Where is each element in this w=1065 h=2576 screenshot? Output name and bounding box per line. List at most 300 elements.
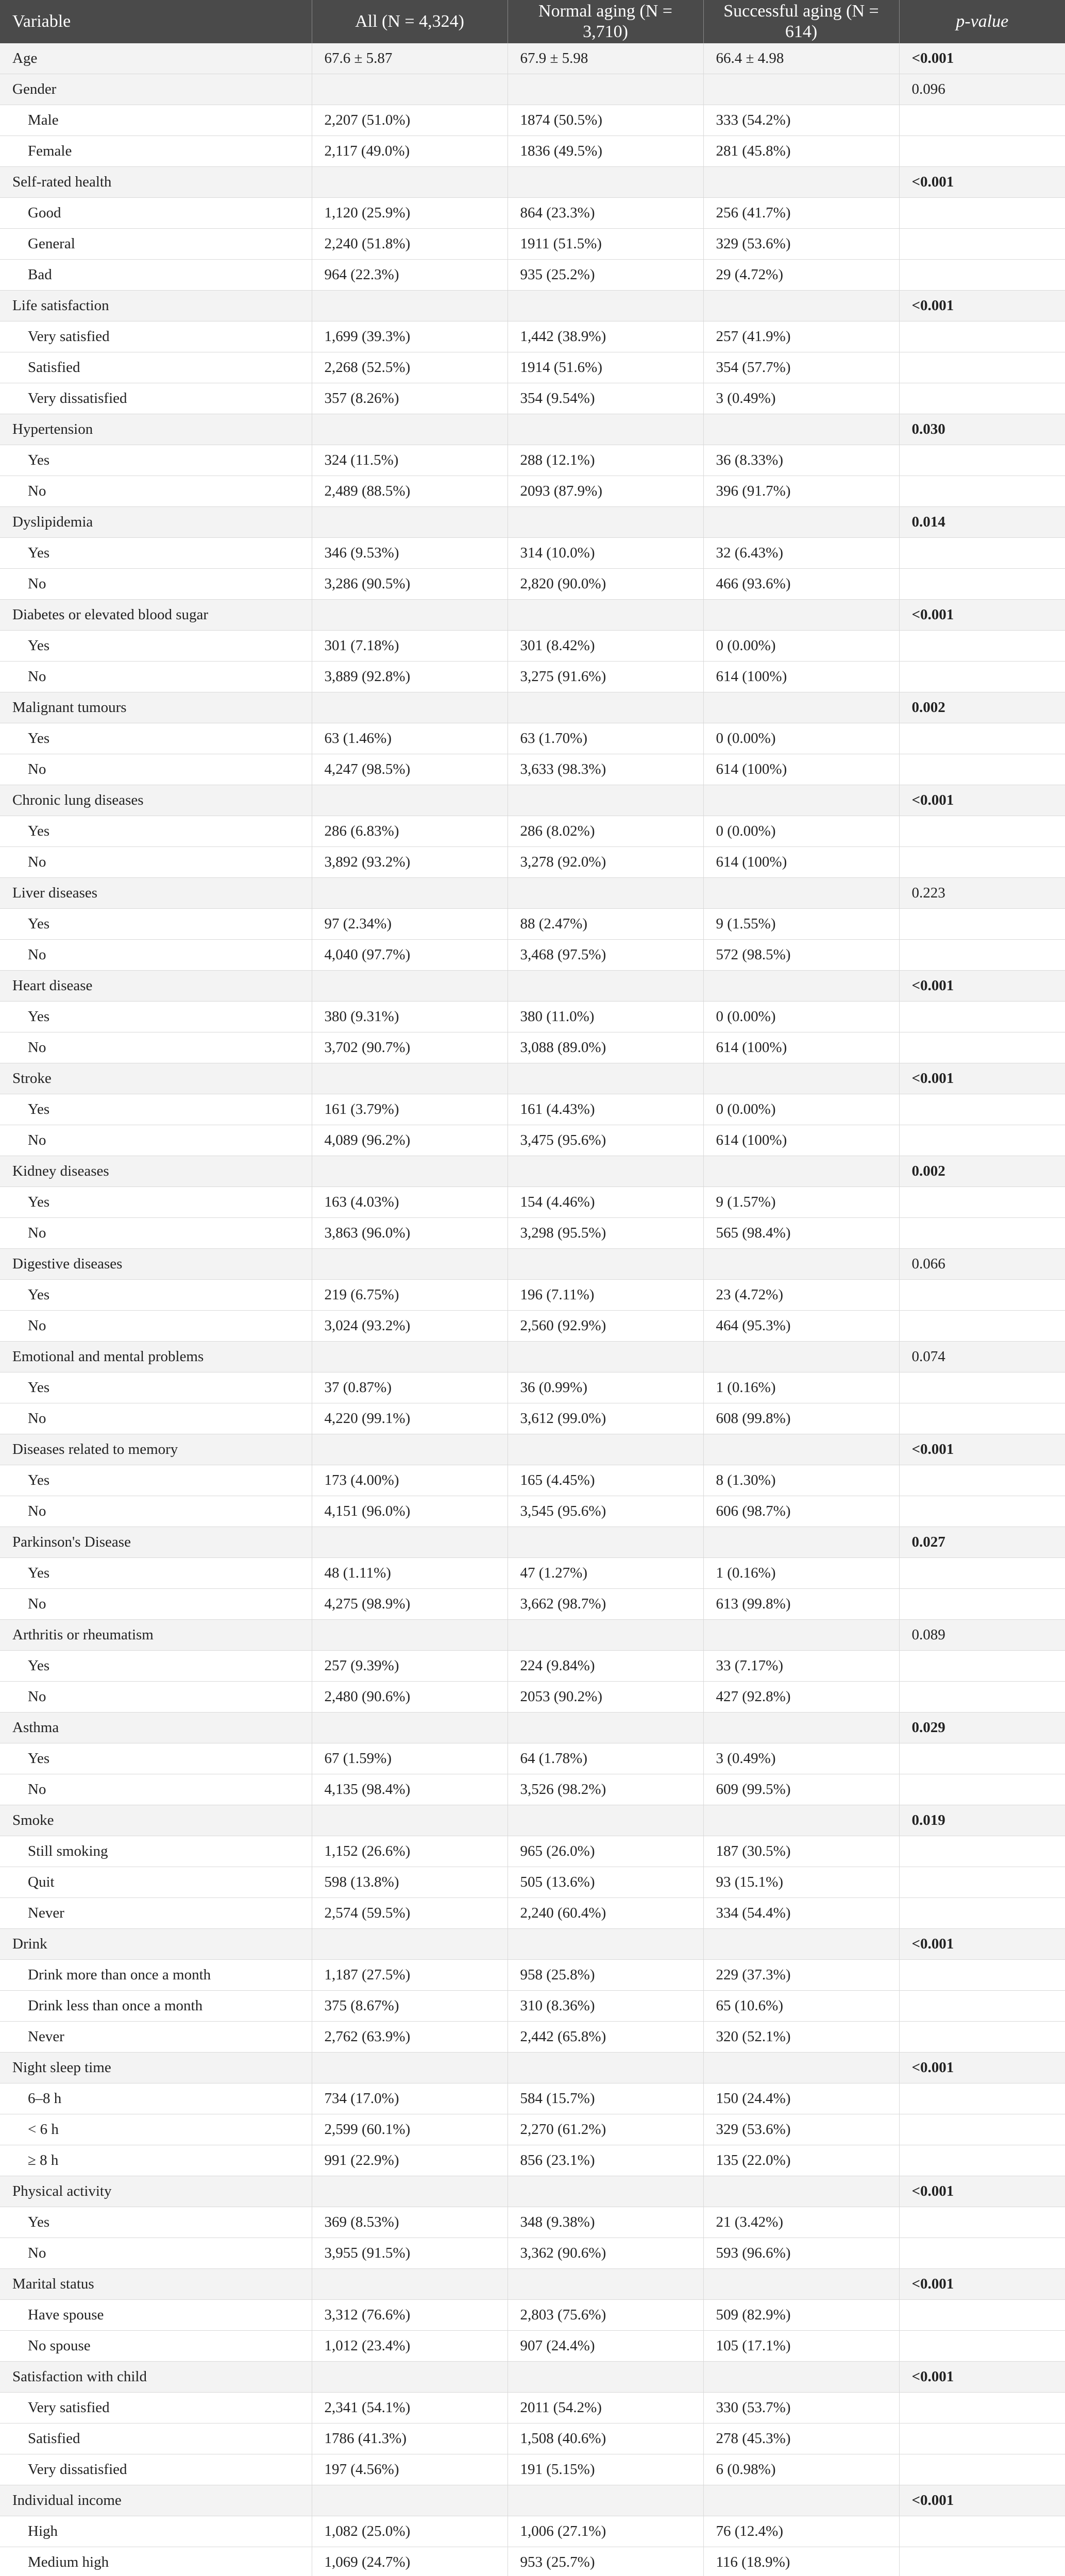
table-row [0,260,1065,291]
cell-variable: No [0,1125,312,1156]
cell-p-value [899,1836,1065,1867]
cell-successful-aging [703,1527,899,1558]
cell-normal-aging: 3,468 (97.5%) [508,940,703,971]
table-row [0,847,1065,878]
cell-p-value [899,1002,1065,1032]
cell-successful-aging: 229 (37.3%) [703,1960,899,1991]
cell-p-value [899,198,1065,229]
cell-successful-aging: 606 (98.7%) [703,1496,899,1527]
cell-all: 1,699 (39.3%) [312,321,508,352]
cell-variable: No [0,1032,312,1063]
cell-successful-aging: 1 (0.16%) [703,1558,899,1589]
cell-successful-aging [703,1620,899,1651]
variable-group-row [0,785,1065,816]
cell-normal-aging [508,1249,703,1280]
variable-group-row [0,692,1065,723]
cell-normal-aging: 63 (1.70%) [508,723,703,754]
variable-group-row [0,2053,1065,2083]
cell-p-value [899,321,1065,352]
variable-group-row [0,414,1065,445]
cell-p-value [899,476,1065,507]
cell-successful-aging: 330 (53.7%) [703,2393,899,2424]
cell-normal-aging: 2,270 (61.2%) [508,2114,703,2145]
cell-normal-aging [508,1805,703,1836]
cell-successful-aging [703,2362,899,2393]
cell-normal-aging: 3,612 (99.0%) [508,1403,703,1434]
cell-normal-aging [508,2362,703,2393]
cell-variable: Yes [0,816,312,847]
cell-normal-aging: 907 (24.4%) [508,2331,703,2362]
cell-all: 991 (22.9%) [312,2145,508,2176]
cell-all: 3,702 (90.7%) [312,1032,508,1063]
cell-normal-aging [508,971,703,1002]
cell-successful-aging [703,1063,899,1094]
cell-successful-aging: 187 (30.5%) [703,1836,899,1867]
cell-variable: Never [0,2022,312,2053]
cell-all: 2,489 (88.5%) [312,476,508,507]
cell-all: 63 (1.46%) [312,723,508,754]
table-row [0,723,1065,754]
cell-all [312,1527,508,1558]
cell-variable: Very satisfied [0,321,312,352]
cell-variable: Yes [0,723,312,754]
cell-variable: Kidney diseases [0,1156,312,1187]
cell-all: 324 (11.5%) [312,445,508,476]
cell-all: 2,117 (49.0%) [312,136,508,167]
table-row [0,1311,1065,1342]
table-row [0,940,1065,971]
cell-all: 3,955 (91.5%) [312,2238,508,2269]
cell-p-value [899,1403,1065,1434]
cell-normal-aging: 856 (23.1%) [508,2145,703,2176]
cell-successful-aging: 3 (0.49%) [703,383,899,414]
cell-normal-aging [508,1342,703,1372]
cell-p-value [899,1032,1065,1063]
cell-successful-aging: 572 (98.5%) [703,940,899,971]
cell-p-value: <0.001 [899,43,1065,74]
cell-p-value [899,909,1065,940]
cell-normal-aging: 2,560 (92.9%) [508,1311,703,1342]
table-row [0,1218,1065,1249]
cell-p-value [899,723,1065,754]
cell-successful-aging: 466 (93.6%) [703,569,899,600]
table-row [0,1651,1065,1682]
header-all: All (N = 4,324) [312,0,508,43]
cell-all [312,1929,508,1960]
cell-successful-aging: 614 (100%) [703,1125,899,1156]
cell-normal-aging: 196 (7.11%) [508,1280,703,1311]
cell-p-value: 0.074 [899,1342,1065,1372]
cell-successful-aging: 135 (22.0%) [703,2145,899,2176]
cell-normal-aging: 1,006 (27.1%) [508,2516,703,2547]
cell-successful-aging: 76 (12.4%) [703,2516,899,2547]
cell-p-value: 0.014 [899,507,1065,538]
cell-normal-aging: 953 (25.7%) [508,2547,703,2576]
cell-normal-aging: 958 (25.8%) [508,1960,703,1991]
cell-p-value [899,2516,1065,2547]
cell-all [312,692,508,723]
cell-successful-aging: 0 (0.00%) [703,723,899,754]
table-row [0,2393,1065,2424]
cell-variable: Marital status [0,2269,312,2300]
cell-variable: Satisfaction with child [0,2362,312,2393]
cell-successful-aging: 614 (100%) [703,1032,899,1063]
cell-normal-aging [508,2485,703,2516]
cell-all: 173 (4.00%) [312,1465,508,1496]
cell-p-value [899,229,1065,260]
cell-successful-aging: 6 (0.98%) [703,2454,899,2485]
cell-all: 2,480 (90.6%) [312,1682,508,1713]
cell-successful-aging: 29 (4.72%) [703,260,899,291]
cell-successful-aging [703,600,899,631]
cell-p-value: 0.223 [899,878,1065,909]
cell-p-value [899,1094,1065,1125]
cell-successful-aging: 257 (41.9%) [703,321,899,352]
cell-p-value: 0.027 [899,1527,1065,1558]
cell-all: 163 (4.03%) [312,1187,508,1218]
cell-variable: Yes [0,1187,312,1218]
variable-group-row [0,2176,1065,2207]
cell-successful-aging: 0 (0.00%) [703,631,899,662]
cell-normal-aging: 1836 (49.5%) [508,136,703,167]
cell-p-value: 0.096 [899,74,1065,105]
cell-successful-aging: 256 (41.7%) [703,198,899,229]
cell-successful-aging [703,1929,899,1960]
cell-normal-aging [508,2053,703,2083]
table-row [0,1187,1065,1218]
header-variable: Variable [0,0,312,43]
cell-normal-aging: 1911 (51.5%) [508,229,703,260]
cell-variable: Female [0,136,312,167]
cell-normal-aging [508,600,703,631]
table-row [0,1682,1065,1713]
cell-successful-aging: 333 (54.2%) [703,105,899,136]
cell-normal-aging: 1,442 (38.9%) [508,321,703,352]
cell-all: 1,012 (23.4%) [312,2331,508,2362]
cell-normal-aging: 3,088 (89.0%) [508,1032,703,1063]
cell-variable: Still smoking [0,1836,312,1867]
cell-variable: Age [0,43,312,74]
cell-variable: Yes [0,631,312,662]
cell-successful-aging: 21 (3.42%) [703,2207,899,2238]
cell-variable: Male [0,105,312,136]
table-row [0,1403,1065,1434]
cell-normal-aging: 47 (1.27%) [508,1558,703,1589]
cell-successful-aging: 354 (57.7%) [703,352,899,383]
cell-successful-aging: 593 (96.6%) [703,2238,899,2269]
cell-normal-aging [508,507,703,538]
cell-normal-aging [508,785,703,816]
cell-variable: Self-rated health [0,167,312,198]
variable-group-row [0,2362,1065,2393]
cell-variable: Diseases related to memory [0,1434,312,1465]
cell-successful-aging: 9 (1.57%) [703,1187,899,1218]
cell-variable: No [0,662,312,692]
cell-p-value [899,1743,1065,1774]
cell-normal-aging [508,74,703,105]
cell-successful-aging [703,1249,899,1280]
cell-variable: < 6 h [0,2114,312,2145]
cell-all: 3,286 (90.5%) [312,569,508,600]
variable-group-row [0,2269,1065,2300]
table-row [0,662,1065,692]
cell-all: 2,574 (59.5%) [312,1898,508,1929]
cell-all [312,1620,508,1651]
cell-normal-aging: 1,508 (40.6%) [508,2424,703,2454]
table-row [0,105,1065,136]
table-row [0,1002,1065,1032]
table-row [0,1898,1065,1929]
cell-normal-aging [508,291,703,321]
cell-successful-aging: 608 (99.8%) [703,1403,899,1434]
cell-all [312,2485,508,2516]
cell-normal-aging [508,2269,703,2300]
table-row [0,754,1065,785]
cell-successful-aging: 33 (7.17%) [703,1651,899,1682]
cell-successful-aging [703,74,899,105]
cell-all [312,1249,508,1280]
cell-normal-aging: 354 (9.54%) [508,383,703,414]
cell-normal-aging: 584 (15.7%) [508,2083,703,2114]
cell-all: 301 (7.18%) [312,631,508,662]
cell-successful-aging [703,1713,899,1743]
table-row [0,352,1065,383]
cell-p-value [899,260,1065,291]
cell-p-value [899,352,1065,383]
cell-successful-aging: 464 (95.3%) [703,1311,899,1342]
variable-group-row [0,1527,1065,1558]
cell-successful-aging [703,1156,899,1187]
cell-normal-aging [508,2176,703,2207]
cell-normal-aging: 2011 (54.2%) [508,2393,703,2424]
cell-p-value [899,1280,1065,1311]
cell-variable: Smoke [0,1805,312,1836]
cell-successful-aging [703,878,899,909]
cell-all: 1,187 (27.5%) [312,1960,508,1991]
cell-normal-aging [508,167,703,198]
cell-variable: No [0,569,312,600]
cell-all: 257 (9.39%) [312,1651,508,1682]
cell-successful-aging: 427 (92.8%) [703,1682,899,1713]
cell-p-value [899,2454,1065,2485]
cell-all: 4,151 (96.0%) [312,1496,508,1527]
cell-all [312,2053,508,2083]
cell-all: 375 (8.67%) [312,1991,508,2022]
cell-variable: Good [0,198,312,229]
cell-p-value: 0.002 [899,692,1065,723]
variable-group-row [0,43,1065,74]
cell-variable: No [0,847,312,878]
cell-successful-aging: 3 (0.49%) [703,1743,899,1774]
cell-all: 346 (9.53%) [312,538,508,569]
cell-p-value [899,2393,1065,2424]
cell-all [312,1805,508,1836]
cell-normal-aging: 154 (4.46%) [508,1187,703,1218]
cell-normal-aging: 3,298 (95.5%) [508,1218,703,1249]
cell-p-value: <0.001 [899,2053,1065,2083]
table-row [0,1125,1065,1156]
variable-group-row [0,1249,1065,1280]
cell-variable: Drink [0,1929,312,1960]
variable-group-row [0,74,1065,105]
cell-normal-aging: 3,278 (92.0%) [508,847,703,878]
cell-p-value: 0.002 [899,1156,1065,1187]
cell-variable: Drink more than once a month [0,1960,312,1991]
cell-normal-aging: 36 (0.99%) [508,1372,703,1403]
cell-p-value: 0.066 [899,1249,1065,1280]
cell-all: 2,207 (51.0%) [312,105,508,136]
cell-normal-aging [508,1434,703,1465]
cell-all: 1,069 (24.7%) [312,2547,508,2576]
cell-variable: Satisfied [0,2424,312,2454]
cell-successful-aging: 281 (45.8%) [703,136,899,167]
cell-normal-aging: 380 (11.0%) [508,1002,703,1032]
cell-p-value [899,662,1065,692]
table-row [0,229,1065,260]
table-row [0,1743,1065,1774]
header-p-value: p-value [899,0,1065,43]
cell-p-value: <0.001 [899,971,1065,1002]
table-row [0,569,1065,600]
cell-successful-aging [703,414,899,445]
cell-successful-aging [703,692,899,723]
cell-successful-aging: 320 (52.1%) [703,2022,899,2053]
variable-group-row [0,2485,1065,2516]
cell-normal-aging [508,1620,703,1651]
cell-successful-aging: 0 (0.00%) [703,816,899,847]
cell-all: 2,240 (51.8%) [312,229,508,260]
cell-p-value [899,1465,1065,1496]
table-row [0,538,1065,569]
cell-variable: No [0,754,312,785]
cell-normal-aging: 301 (8.42%) [508,631,703,662]
cell-successful-aging [703,971,899,1002]
table-row [0,1960,1065,1991]
cell-normal-aging: 2,442 (65.8%) [508,2022,703,2053]
cell-p-value [899,445,1065,476]
cell-all: 4,135 (98.4%) [312,1774,508,1805]
cell-all: 4,040 (97.7%) [312,940,508,971]
cell-p-value [899,1867,1065,1898]
variable-group-row [0,1342,1065,1372]
cell-variable: No [0,2238,312,2269]
table-row [0,2331,1065,2362]
cell-successful-aging: 36 (8.33%) [703,445,899,476]
cell-variable: Heart disease [0,971,312,1002]
cell-normal-aging [508,878,703,909]
table-row [0,198,1065,229]
cell-p-value [899,1960,1065,1991]
variable-group-row [0,1620,1065,1651]
cell-variable: No [0,940,312,971]
cell-variable: Yes [0,538,312,569]
variable-group-row [0,1063,1065,1094]
cell-p-value [899,1651,1065,1682]
cell-all: 3,024 (93.2%) [312,1311,508,1342]
variable-group-row [0,167,1065,198]
cell-successful-aging [703,291,899,321]
cell-normal-aging: 67.9 ± 5.98 [508,43,703,74]
cell-variable: Yes [0,1651,312,1682]
table-row [0,2207,1065,2238]
cell-variable: 6–8 h [0,2083,312,2114]
cell-variable: Malignant tumours [0,692,312,723]
cell-successful-aging: 278 (45.3%) [703,2424,899,2454]
cell-normal-aging: 965 (26.0%) [508,1836,703,1867]
cell-successful-aging: 0 (0.00%) [703,1094,899,1125]
cell-all [312,1156,508,1187]
cell-variable: Hypertension [0,414,312,445]
cell-normal-aging: 864 (23.3%) [508,198,703,229]
table-row [0,383,1065,414]
variable-group-row [0,600,1065,631]
cell-variable: Never [0,1898,312,1929]
cell-p-value: <0.001 [899,1929,1065,1960]
cell-normal-aging: 1874 (50.5%) [508,105,703,136]
table-row [0,136,1065,167]
cell-normal-aging [508,1527,703,1558]
cell-variable: Yes [0,909,312,940]
table-row [0,909,1065,940]
cell-normal-aging [508,1156,703,1187]
cell-p-value [899,569,1065,600]
cell-p-value [899,1218,1065,1249]
cell-all: 3,312 (76.6%) [312,2300,508,2331]
cell-normal-aging: 2093 (87.9%) [508,476,703,507]
cell-p-value [899,816,1065,847]
cell-p-value [899,1682,1065,1713]
cell-p-value [899,2145,1065,2176]
cell-normal-aging: 2,820 (90.0%) [508,569,703,600]
cell-variable: Yes [0,1743,312,1774]
table-row [0,2547,1065,2576]
cell-successful-aging: 614 (100%) [703,754,899,785]
cell-all [312,291,508,321]
cell-successful-aging: 105 (17.1%) [703,2331,899,2362]
cell-all [312,1342,508,1372]
cell-all: 4,247 (98.5%) [312,754,508,785]
cell-variable: Drink less than once a month [0,1991,312,2022]
cell-all: 598 (13.8%) [312,1867,508,1898]
cell-successful-aging [703,2176,899,2207]
cell-variable: Yes [0,1465,312,1496]
cell-all: 380 (9.31%) [312,1002,508,1032]
table-row [0,2300,1065,2331]
cell-p-value [899,1311,1065,1342]
table-row [0,1496,1065,1527]
cell-all: 3,892 (93.2%) [312,847,508,878]
cell-p-value [899,1372,1065,1403]
cell-successful-aging [703,1805,899,1836]
cell-all: 964 (22.3%) [312,260,508,291]
cell-variable: No [0,1589,312,1620]
cell-all: 37 (0.87%) [312,1372,508,1403]
cell-successful-aging: 93 (15.1%) [703,1867,899,1898]
cell-normal-aging: 1914 (51.6%) [508,352,703,383]
cell-normal-aging: 224 (9.84%) [508,1651,703,1682]
cell-p-value: 0.089 [899,1620,1065,1651]
cell-variable: Dyslipidemia [0,507,312,538]
cell-normal-aging: 288 (12.1%) [508,445,703,476]
cell-variable: Yes [0,445,312,476]
variable-group-row [0,291,1065,321]
cell-normal-aging: 2053 (90.2%) [508,1682,703,1713]
cell-normal-aging [508,1063,703,1094]
cell-all: 1,120 (25.9%) [312,198,508,229]
cell-variable: Emotional and mental problems [0,1342,312,1372]
cell-p-value [899,2207,1065,2238]
cell-successful-aging [703,785,899,816]
